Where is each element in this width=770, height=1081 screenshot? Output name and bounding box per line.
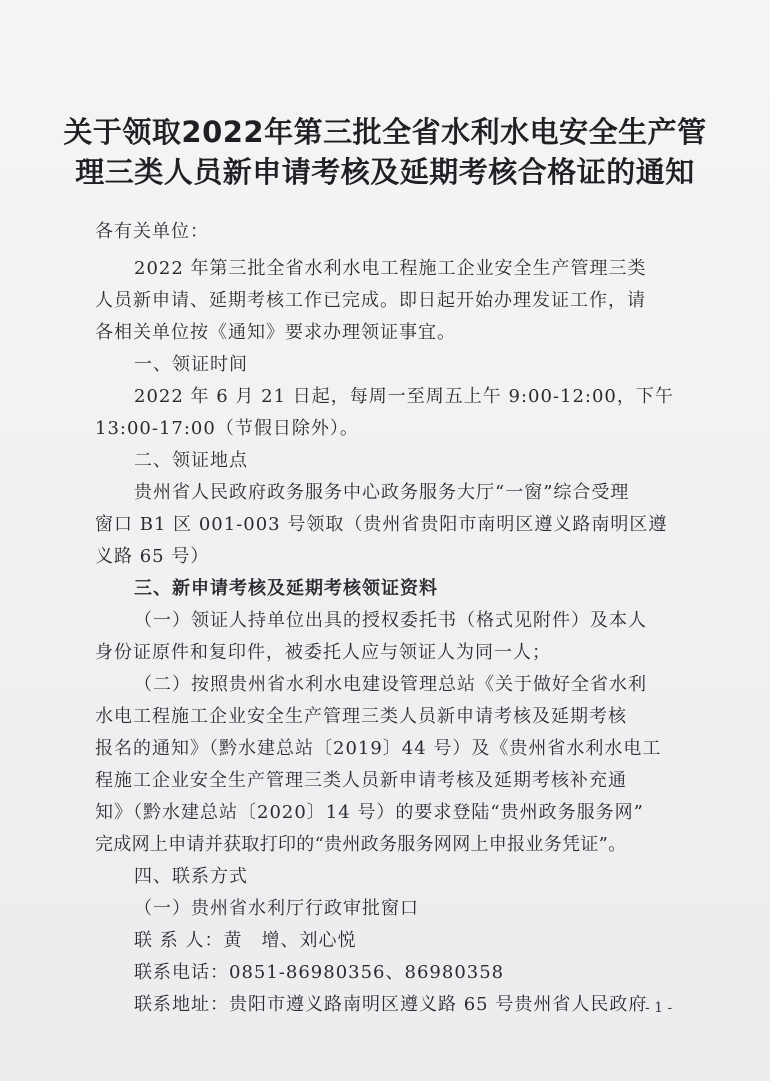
section-2-line-1: 贵州省人民政府政务服务中心政务服务大厅“一窗”综合受理 bbox=[134, 482, 630, 503]
contact-office: （一）贵州省水利厅行政审批窗口 bbox=[134, 898, 419, 919]
intro-paragraph-line-1: 2022 年第三批全省水利水电工程施工企业安全生产管理三类 bbox=[134, 258, 647, 279]
contact-address: 联系地址：贵阳市遵义路南明区遵义路 65 号贵州省人民政府 bbox=[134, 994, 648, 1015]
section-3-item-2-line-2: 水电工程施工企业安全生产管理三类人员新申请考核及延期考核 bbox=[95, 706, 627, 727]
page-number: - 1 - bbox=[645, 1000, 673, 1016]
section-3-item-2-line-6: 完成网上申请并获取打印的“贵州政务服务网网上申报业务凭证”。 bbox=[95, 834, 627, 855]
document-title-line-1: 关于领取2022年第三批全省水利水电安全生产管 bbox=[63, 115, 707, 149]
section-3-item-1-line-2: 身份证原件和复印件，被委托人应与领证人为同一人； bbox=[95, 642, 551, 663]
section-1-line-2: 13:00-17:00（节假日除外）。 bbox=[95, 418, 359, 439]
section-heading-4: 四、联系方式 bbox=[134, 866, 248, 887]
section-3-item-1-line-1: （一）领证人持单位出具的授权委托书（格式见附件）及本人 bbox=[134, 610, 647, 631]
contact-phone: 联系电话：0851-86980356、86980358 bbox=[134, 962, 505, 983]
section-2-line-2: 窗口 B1 区 001-003 号领取（贵州省贵阳市南明区遵义路南明区遵 bbox=[95, 514, 668, 535]
section-1-line-1: 2022 年 6 月 21 日起，每周一至周五上午 9:00-12:00，下午 bbox=[134, 386, 674, 407]
section-heading-2: 二、领证地点 bbox=[134, 450, 248, 471]
section-heading-1: 一、领证时间 bbox=[134, 354, 248, 375]
section-2-line-3: 义路 65 号） bbox=[95, 546, 210, 567]
section-3-item-2-line-1: （二）按照贵州省水利水电建设管理总站《关于做好全省水利 bbox=[134, 674, 647, 695]
section-heading-3: 三、新申请考核及延期考核领证资料 bbox=[134, 578, 438, 599]
intro-paragraph-line-2: 人员新申请、延期考核工作已完成。即日起开始办理发证工作，请 bbox=[95, 290, 646, 311]
contact-person: 联 系 人：黄 增、刘心悦 bbox=[134, 930, 357, 951]
section-3-item-2-line-4: 程施工企业安全生产管理三类人员新申请考核及延期考核补充通 bbox=[95, 770, 627, 791]
document-title-line-2: 理三类人员新申请考核及延期考核合格证的通知 bbox=[75, 155, 695, 189]
section-3-item-2-line-3: 报名的通知》（黔水建总站〔2019〕44 号）及《贵州省水利水电工 bbox=[95, 738, 662, 759]
section-3-item-2-line-5: 知》（黔水建总站〔2020〕14 号）的要求登陆“贵州政务服务网” bbox=[95, 802, 644, 823]
salutation: 各有关单位： bbox=[95, 221, 209, 242]
intro-paragraph-line-3: 各相关单位按《通知》要求办理领证事宜。 bbox=[95, 322, 456, 343]
